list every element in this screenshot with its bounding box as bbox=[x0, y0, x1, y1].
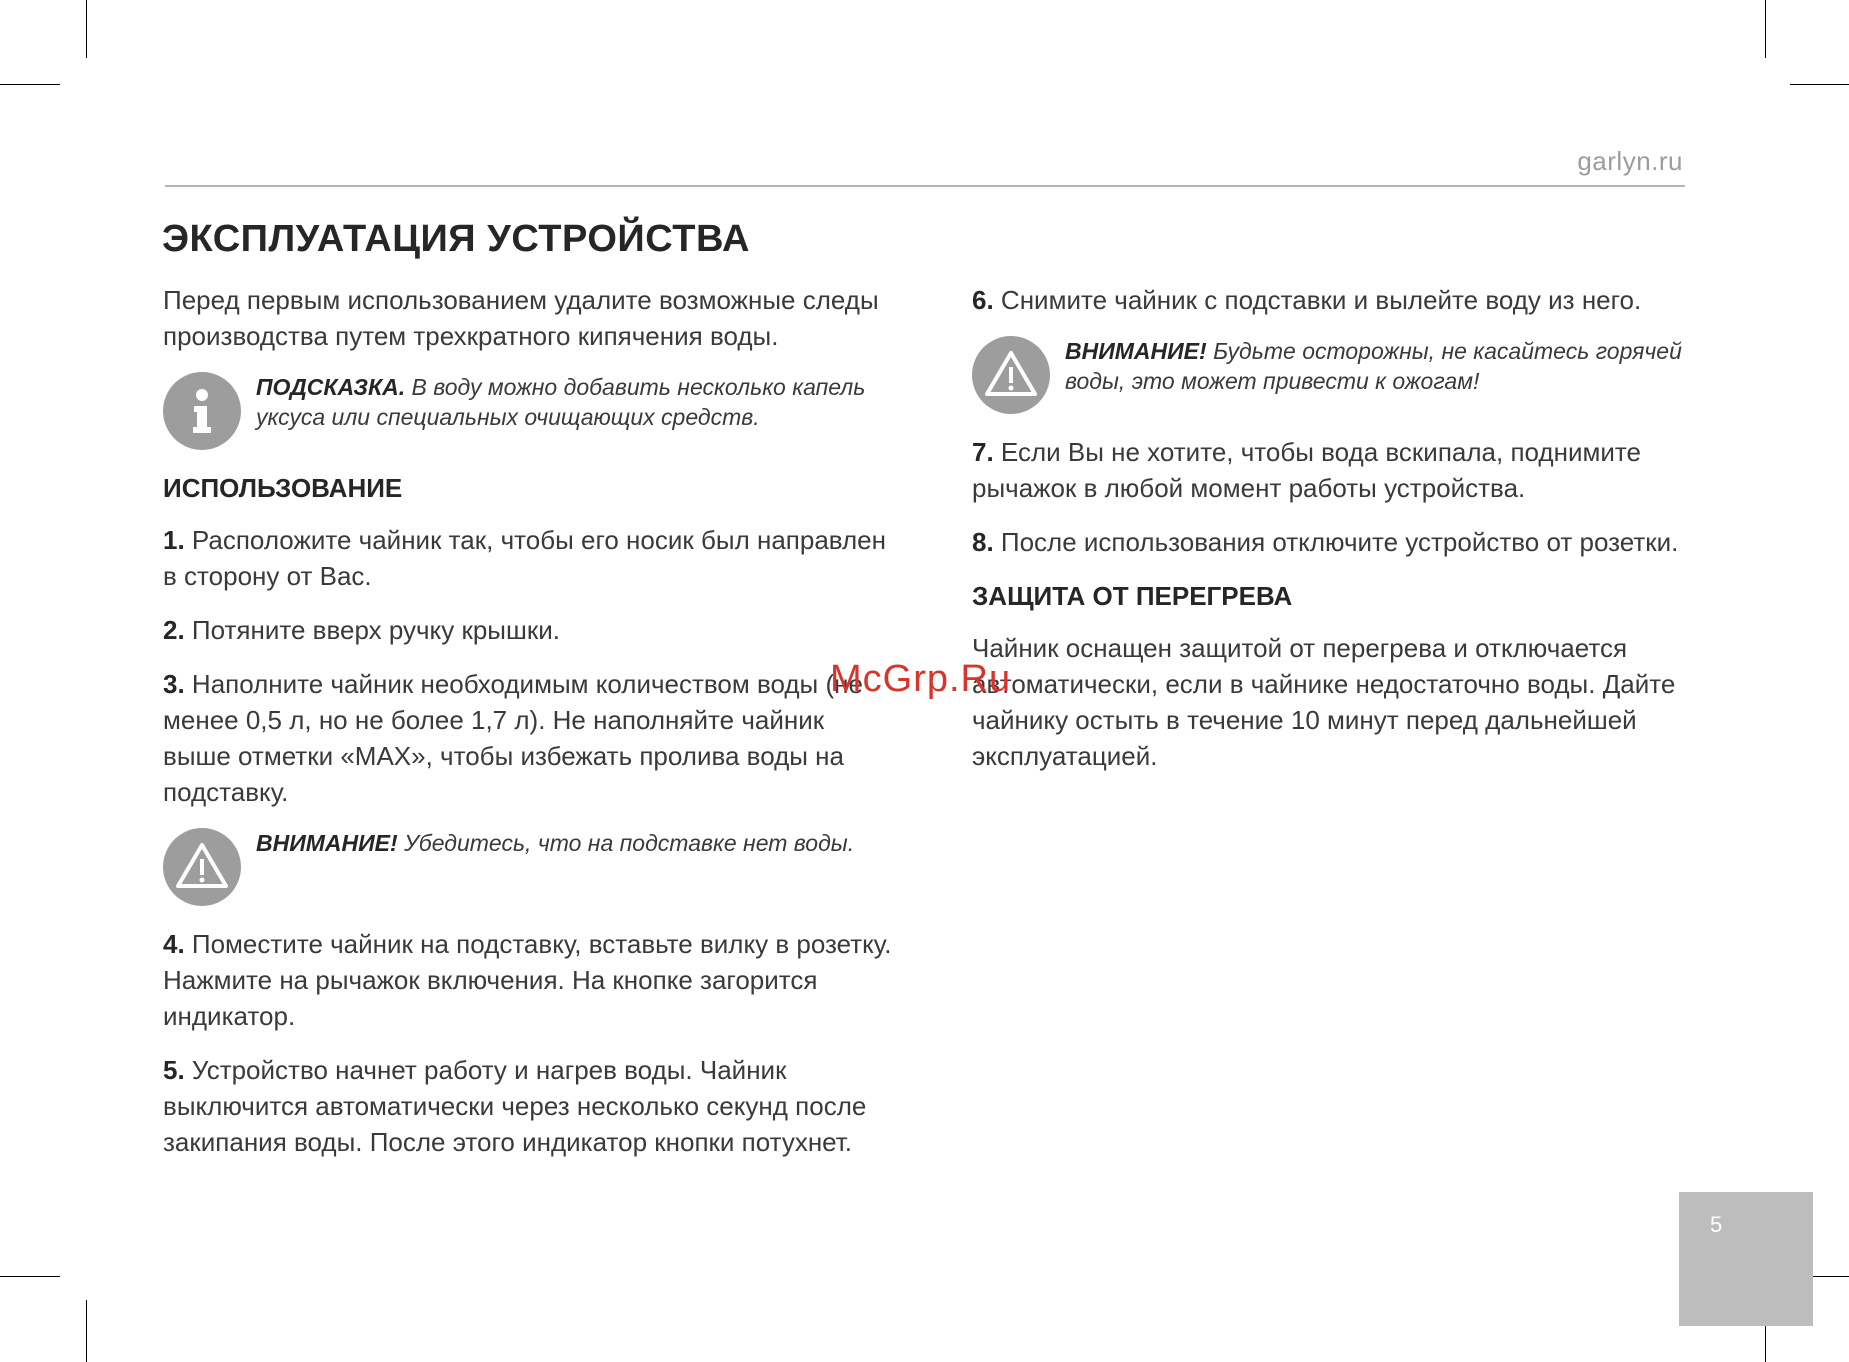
step-1-number: 1. bbox=[163, 525, 185, 555]
step-3-text: Наполните чайник необходимым количеством воды (не менее 0,5 л, но не более 1,7 л). Не наполняйте чайник выше отметки «MAX», чтобы избежать пролива воды на подставку. bbox=[163, 669, 863, 807]
warning-1-label: ВНИМАНИЕ! bbox=[256, 830, 398, 856]
warning-note-1 bbox=[163, 828, 893, 906]
step-2-number: 2. bbox=[163, 615, 185, 645]
step-5-text: Устройство начнет работу и нагрев воды. Чайник выключится автоматически через несколько секунд после закипания воды. После этого индикатор кнопки потухнет. bbox=[163, 1055, 867, 1157]
step-4 bbox=[163, 926, 893, 1034]
page-number-box bbox=[1679, 1192, 1813, 1326]
tip-note bbox=[163, 372, 893, 450]
step-6 bbox=[972, 282, 1692, 318]
step-8 bbox=[972, 524, 1692, 560]
step-1 bbox=[163, 522, 893, 594]
overheat-paragraph: Чайник оснащен защитой от перегрева и отключается автоматически, если в чайнике недостаточно воды. Дайте чайнику остыть в течение 10 минут перед дальнейшей эксплуатацией. bbox=[972, 633, 1676, 771]
step-1-text: Расположите чайник так, чтобы его носик был направлен в сторону от Вас. bbox=[163, 525, 886, 591]
tip-label: ПОДСКАЗКА. bbox=[256, 374, 406, 400]
crop-mark bbox=[1765, 0, 1766, 58]
crop-mark bbox=[86, 0, 87, 58]
step-7 bbox=[972, 434, 1692, 506]
step-4-text: Поместите чайник на подставку, вставьте вилку в розетку. Нажмите на рычажок включения. На кнопке загорится индикатор. bbox=[163, 929, 892, 1031]
warning-note-2 bbox=[972, 336, 1692, 414]
step-3 bbox=[163, 666, 893, 810]
crop-mark bbox=[86, 1300, 87, 1362]
tip-text bbox=[256, 372, 893, 432]
crop-mark bbox=[0, 1276, 60, 1277]
step-4-number: 4. bbox=[163, 929, 185, 959]
step-6-number: 6. bbox=[972, 285, 994, 315]
warning-1-body: Убедитесь, что на подставке нет воды. bbox=[397, 830, 855, 856]
step-5 bbox=[163, 1052, 893, 1160]
step-3-number: 3. bbox=[163, 669, 185, 699]
right-column bbox=[972, 282, 1692, 792]
warning-2-body: Будьте осторожны, не касайтесь горячей воды, это может привести к ожогам! bbox=[1065, 338, 1682, 394]
usage-heading: ИСПОЛЬЗОВАНИЕ bbox=[163, 473, 403, 503]
step-8-text: После использования отключите устройство от розетки. bbox=[993, 527, 1679, 557]
step-5-number: 5. bbox=[163, 1055, 185, 1085]
left-column bbox=[163, 282, 893, 1178]
step-8-number: 8. bbox=[972, 527, 994, 557]
crop-mark bbox=[1790, 84, 1849, 85]
crop-mark bbox=[0, 84, 60, 85]
tip-body: В воду можно добавить несколько капель уксуса или специальных очищающих средств. bbox=[256, 374, 866, 430]
warning-2-text bbox=[1065, 336, 1692, 396]
page-title: ЭКСПЛУАТАЦИЯ УСТРОЙСТВА bbox=[162, 218, 750, 260]
header-divider bbox=[165, 185, 1685, 187]
warning-2-label: ВНИМАНИЕ! bbox=[1065, 338, 1207, 364]
warning-icon bbox=[972, 336, 1050, 414]
info-icon bbox=[163, 372, 241, 450]
header-site-link[interactable]: garlyn.ru bbox=[1577, 146, 1683, 176]
step-6-text: Снимите чайник с подставки и вылейте воду из него. bbox=[993, 285, 1642, 315]
intro-paragraph: Перед первым использованием удалите возможные следы производства путем трехкратного кипячения воды. bbox=[163, 285, 879, 351]
step-2 bbox=[163, 612, 893, 648]
page-number: 5 bbox=[1710, 1212, 1723, 1237]
overheat-heading: ЗАЩИТА ОТ ПЕРЕГРЕВА bbox=[972, 581, 1293, 611]
step-7-text: Если Вы не хотите, чтобы вода вскипала, поднимите рычажок в любой момент работы устройства. bbox=[972, 437, 1641, 503]
step-2-text: Потяните вверх ручку крышки. bbox=[184, 615, 560, 645]
warning-1-text bbox=[256, 828, 854, 858]
warning-icon bbox=[163, 828, 241, 906]
watermark: McGrp.Ru bbox=[830, 658, 1012, 700]
step-7-number: 7. bbox=[972, 437, 994, 467]
